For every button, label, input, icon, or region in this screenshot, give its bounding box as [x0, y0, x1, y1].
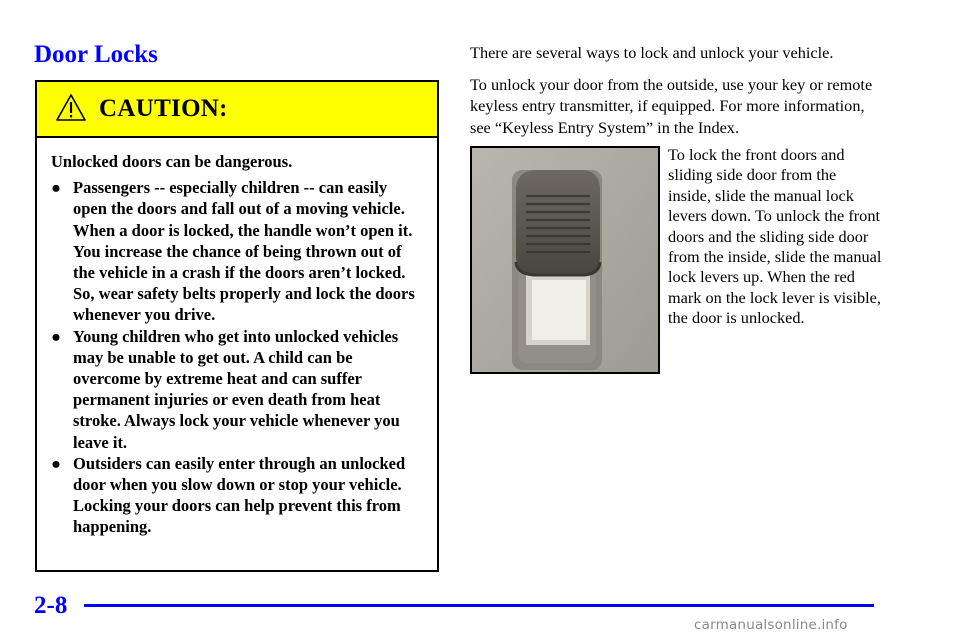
caution-bullet-item — [51, 326, 419, 453]
caution-bullet-text: Outsiders can easily enter through an unlocked door when you slow down or stop your vehicle. Locking your doors can help prevent this from happening. — [73, 453, 406, 537]
intro-paragraph: There are several ways to lock and unlock your vehicle. — [470, 43, 834, 62]
intro-text-column — [470, 42, 880, 148]
watermark: carmanualsonline.info — [694, 617, 848, 633]
caution-header — [37, 82, 437, 138]
bullet-icon: ● — [51, 326, 61, 346]
caution-body — [37, 138, 437, 538]
lock-instructions-text: To lock the front doors and sliding side door from the inside, slide the manual lock levers down. To unlock the front doors and the sliding side door from the inside, slide the manual lock levers up. When the red mark on the lock lever is visible, the door is unlocked. — [668, 145, 882, 328]
footer-rule — [84, 604, 874, 607]
caution-intro: Unlocked doors can be dangerous. — [51, 152, 293, 171]
caution-bullet-list — [51, 177, 419, 537]
caution-bullet-item — [51, 453, 419, 538]
warning-triangle-icon — [55, 93, 87, 123]
section-title: Door Locks — [34, 41, 158, 68]
bullet-icon: ● — [51, 453, 61, 473]
caution-bullet-text: Young children who get into unlocked vehicles may be unable to get out. A child can be overcome by extreme heat and can suffer permanent injuries or even death from heat stroke. Always lock your vehicle whenever you leave it. — [73, 326, 400, 452]
caution-bullet-text: Passengers -- especially children -- can easily open the doors and fall out of a moving vehicle. When a door is locked, the handle won’t open it. You increase the chance of being thrown out of the vehicle in a crash if the doors aren’t locked. So, wear safety belts properly and lock the doors whenever you drive. — [73, 178, 415, 325]
unlock-outside-paragraph: To unlock your door from the outside, use your key or remote keyless entry transmitter, if equipped. For more information, see “Keyless Entry System” in the Index. — [470, 74, 873, 137]
caution-title: CAUTION: — [99, 95, 228, 122]
caution-box — [35, 80, 439, 572]
lock-lever-image — [472, 148, 658, 372]
door-lock-lever-photo — [470, 146, 660, 374]
bullet-icon: ● — [51, 178, 61, 198]
page-number: 2-8 — [34, 592, 68, 619]
caution-bullet-item — [51, 177, 419, 325]
